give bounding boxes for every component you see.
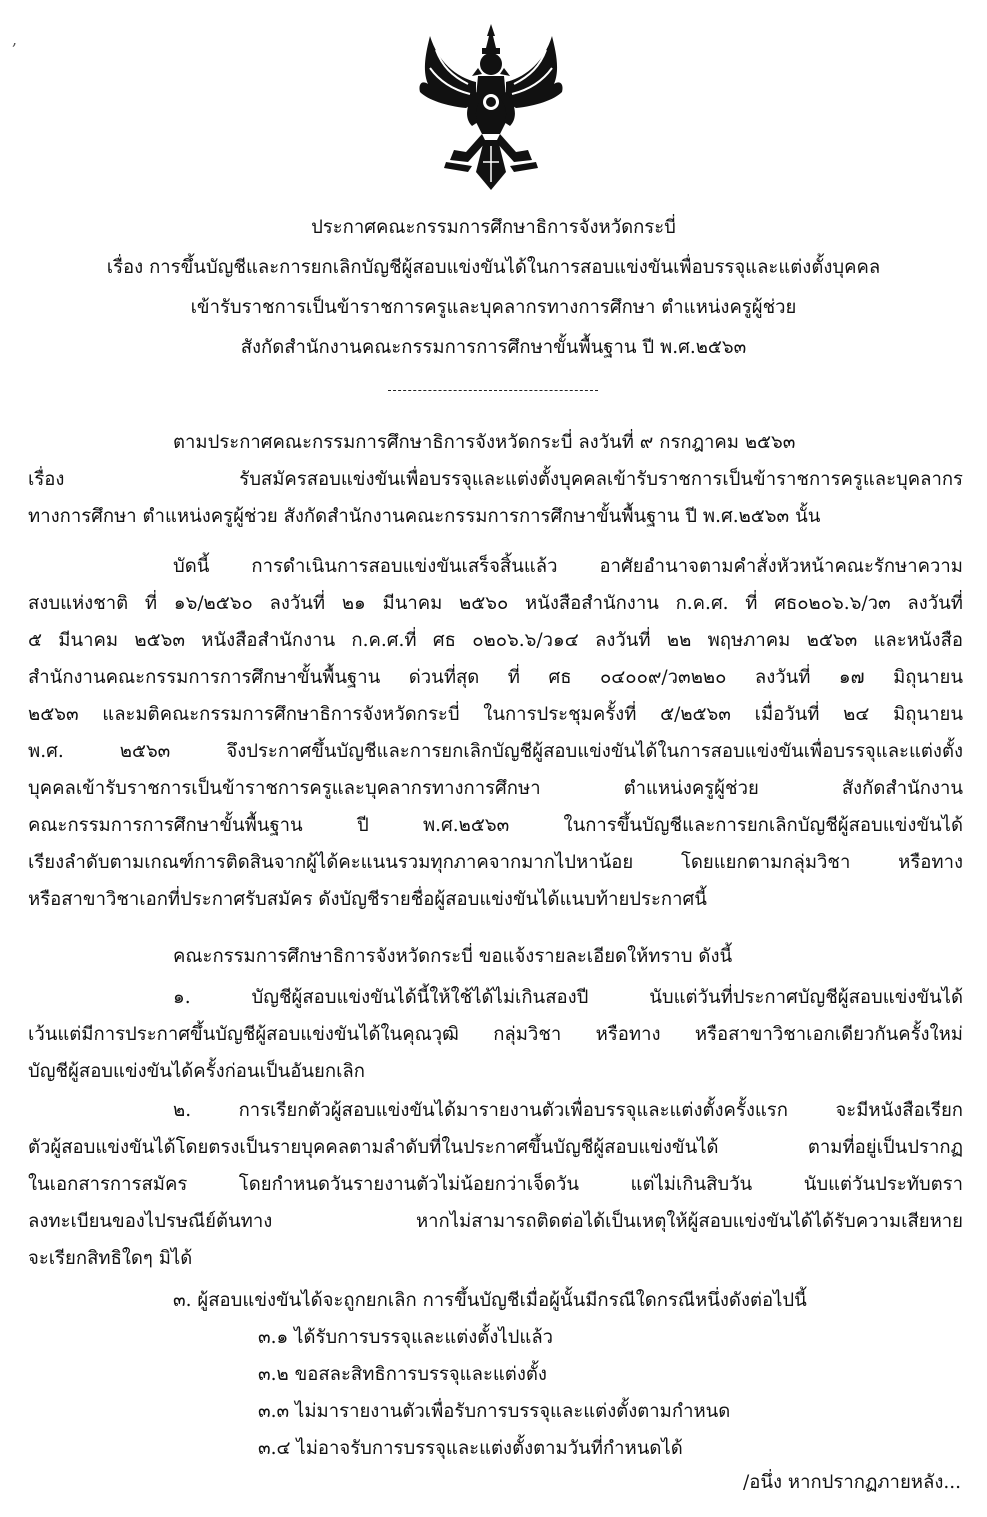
subject-line-2: เข้ารับราชการเป็นข้าราชการครูและบุคลากรทางการศึกษา ตำแหน่งครูผู้ช่วย <box>190 297 797 318</box>
sub-item: ๓.๔ ไม่อาจรับการบรรจุและแต่งตั้งตามวันที่กำหนดได้ <box>258 1438 683 1459</box>
announcement-header <box>0 208 987 368</box>
text-line: หรือสาขาวิชาเอกที่ประกาศรับสมัคร ดังบัญชีรายชื่อผู้สอบแข่งขันได้แนบท้ายประกาศนี้ <box>28 889 707 910</box>
corner-mark: , <box>12 30 18 49</box>
announcement-title: ประกาศคณะกรรมการศึกษาธิการจังหวัดกระบี่ <box>311 217 676 238</box>
text-line: ๑. บัญชีผู้สอบแข่งขันได้นี้ให้ใช้ได้ไม่เกินสองปี นับแต่วันที่ประกาศบัญชีผู้สอบแข่งขันได้ <box>173 987 963 1008</box>
text-line: ๒๕๖๓ และมติคณะกรรมการศึกษาธิการจังหวัดกระบี่ ในการประชุมครั้งที่ ๕/๒๕๖๓ เมื่อวันที่ ๒๔ มิถุนายน <box>28 704 963 725</box>
text-line: ๓. ผู้สอบแข่งขันได้จะถูกยกเลิก การขึ้นบัญชีเมื่อผู้นั้นมีกรณีใดกรณีหนึ่งดังต่อไปนี้ <box>173 1290 807 1311</box>
text-line: ตามประกาศคณะกรรมการศึกษาธิการจังหวัดกระบี่ ลงวันที่ ๙ กรกฎาคม ๒๕๖๓ <box>173 432 796 453</box>
subject-line-3: สังกัดสำนักงานคณะกรรมการการศึกษาขั้นพื้นฐาน ปี พ.ศ.๒๕๖๓ <box>240 337 747 358</box>
text-line: พ.ศ. ๒๕๖๓ จึงประกาศขึ้นบัญชีและการยกเลิกบัญชีผู้สอบแข่งขันได้ในการสอบแข่งขันเพื่อบรรจุและแต่งตั้ง <box>28 741 963 762</box>
paragraph-details-intro <box>28 938 963 975</box>
text-line: ๕ มีนาคม ๒๕๖๓ หนังสือสำนักงาน ก.ค.ศ.ที่ ศธ ๐๒๐๖.๖/ว๑๔ ลงวันที่ ๒๒ พฤษภาคม ๒๕๖๓ และหนังสือ <box>28 630 963 651</box>
garuda-emblem-icon <box>416 22 566 192</box>
text-line: ทางการศึกษา ตำแหน่งครูผู้ช่วย สังกัดสำนักงานคณะกรรมการการศึกษาขั้นพื้นฐาน ปี พ.ศ.๒๕๖๓ นั้น <box>28 506 821 527</box>
text-line: สำนักงานคณะกรรมการการศึกษาขั้นพื้นฐาน ด่วนที่สุด ที่ ศธ ๐๔๐๐๙/ว๓๒๒๐ ลงวันที่ ๑๗ มิถุนายน <box>28 667 963 688</box>
subject-line: เรื่อง การขึ้นบัญชีและการยกเลิกบัญชีผู้สอบแข่งขันได้ในการสอบแข่งขันเพื่อบรรจุและแต่งตั้งบุคคล <box>106 257 881 278</box>
text-line: สงบแห่งชาติ ที่ ๑๖/๒๕๖๐ ลงวันที่ ๒๑ มีนาคม ๒๕๖๐ หนังสือสำนักงาน ก.ค.ศ. ที่ ศธ๐๒๐๖.๖/ว๓ ลงวันที่ <box>28 593 963 614</box>
item-1 <box>28 979 963 1090</box>
text-line: บุคคลเข้ารับราชการเป็นข้าราชการครูและบุคลากรทางการศึกษา ตำแหน่งครูผู้ช่วย สังกัดสำนักงาน <box>28 778 963 799</box>
paragraph-announcement <box>28 548 963 918</box>
text-line: เรียงลำดับตามเกณฑ์การติดสินจากผู้ได้คะแนนรวมทุกภาคจากมากไปหาน้อย โดยแยกตามกลุ่มวิชา หรือทาง <box>28 852 963 873</box>
text-line: เว้นแต่มีการประกาศขึ้นบัญชีผู้สอบแข่งขันได้ในคุณวุฒิ กลุ่มวิชา หรือทาง หรือสาขาวิชาเอกเดียวกันครั้งใหม่ <box>28 1024 963 1045</box>
item-2 <box>28 1092 963 1277</box>
text-line: จะเรียกสิทธิใดๆ มิได้ <box>28 1248 193 1269</box>
text-line: บัดนี้ การดำเนินการสอบแข่งขันเสร็จสิ้นแล้ว อาศัยอำนาจตามคำสั่งหัวหน้าคณะรักษาความ <box>173 556 963 577</box>
text-line: คณะกรรมการการศึกษาขั้นพื้นฐาน ปี พ.ศ.๒๕๖๓ ในการขึ้นบัญชีและการยกเลิกบัญชีผู้สอบแข่งขันได้ <box>28 815 963 836</box>
text-line: ตัวผู้สอบแข่งขันได้โดยตรงเป็นรายบุคคลตามลำดับที่ในประกาศขึ้นบัญชีผู้สอบแข่งขันได้ ตามที่อยู่เป็นปรากฏ <box>28 1137 963 1158</box>
item-3 <box>28 1282 963 1467</box>
continuation-note: /อนึ่ง หากปรากฏภายหลัง... <box>742 1472 961 1493</box>
sub-item: ๓.๓ ไม่มารายงานตัวเพื่อรับการบรรจุและแต่งตั้งตามกำหนด <box>258 1401 731 1422</box>
text-line: ในเอกสารการสมัคร โดยกำหนดวันรายงานตัวไม่น้อยกว่าเจ็ดวัน แต่ไม่เกินสิบวัน นับแต่วันประทับตรา <box>28 1174 963 1195</box>
text-line: คณะกรรมการศึกษาธิการจังหวัดกระบี่ ขอแจ้งรายละเอียดให้ทราบ ดังนี้ <box>173 946 733 967</box>
sub-item: ๓.๑ ได้รับการบรรจุและแต่งตั้งไปแล้ว <box>258 1327 554 1348</box>
text-line: ลงทะเบียนของไปรษณีย์ต้นทาง หากไม่สามารถติดต่อได้เป็นเหตุให้ผู้สอบแข่งขันได้ได้รับความเสียหาย <box>28 1211 963 1232</box>
text-line: บัญชีผู้สอบแข่งขันได้ครั้งก่อนเป็นอันยกเลิก <box>28 1061 365 1082</box>
sub-item: ๓.๒ ขอสละสิทธิการบรรจุและแต่งตั้ง <box>258 1364 547 1385</box>
text-line: เรื่อง รับสมัครสอบแข่งขันเพื่อบรรจุและแต่งตั้งบุคคลเข้ารับราชการเป็นข้าราชการครูและบุคลากร <box>28 469 963 490</box>
header-divider <box>388 390 598 391</box>
paragraph-reference <box>28 424 963 535</box>
text-line: ๒. การเรียกตัวผู้สอบแข่งขันได้มารายงานตัวเพื่อบรรจุและแต่งตั้งครั้งแรก จะมีหนังสือเรียก <box>173 1100 963 1121</box>
